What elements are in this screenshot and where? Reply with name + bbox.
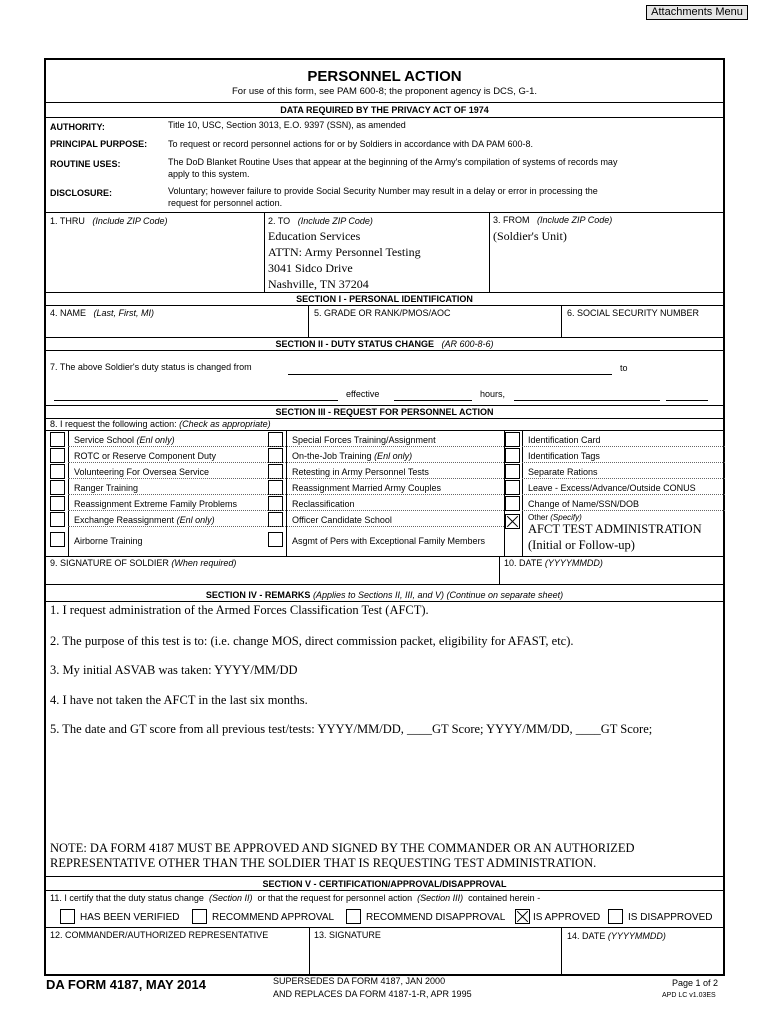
- page-number: Page 1 of 2: [672, 978, 719, 988]
- signature-label: 13. SIGNATURE: [314, 930, 381, 940]
- privacy-header: DATA REQUIRED BY THE PRIVACY ACT OF 1974: [280, 105, 489, 115]
- hours-extra-field[interactable]: [666, 400, 708, 401]
- opt-separate-rations: Separate Rations: [528, 467, 598, 477]
- opt-ojt: On-the-Job Training (Enl only): [292, 451, 413, 461]
- opt-married-couples: Reassignment Married Army Couples: [292, 483, 442, 493]
- to-address-line-4[interactable]: Nashville, TN 37204: [268, 277, 369, 291]
- checkbox-exceptional-family[interactable]: [268, 532, 283, 547]
- version-text: APD LC v1.03ES: [662, 992, 716, 999]
- checkbox-leave[interactable]: [505, 480, 520, 495]
- checkbox-special-forces[interactable]: [268, 432, 283, 447]
- other-specify-line-1[interactable]: AFCT TEST ADMINISTRATION: [528, 522, 702, 536]
- commander-label: 12. COMMANDER/AUTHORIZED REPRESENTATIVE: [50, 930, 269, 940]
- section-1-header: SECTION I - PERSONAL IDENTIFICATION: [296, 294, 473, 304]
- checkbox-airborne[interactable]: [50, 532, 65, 547]
- opt-recommend-disapproval: RECOMMEND DISAPPROVAL: [366, 912, 506, 923]
- opt-reassign-extreme: Reassignment Extreme Family Problems: [74, 499, 238, 509]
- checkbox-is-disapproved[interactable]: [608, 909, 623, 924]
- remark-2[interactable]: 2. The purpose of this test is to: (i.e. change MOS, direct commission packet, eligibility for AFAST, etc).: [50, 634, 574, 648]
- disclosure-text-2: request for personnel action.: [168, 198, 283, 208]
- opt-change-name: Change of Name/SSN/DOB: [528, 499, 640, 509]
- hours-field[interactable]: [514, 400, 660, 401]
- checkbox-service-school[interactable]: [50, 432, 65, 447]
- remark-5[interactable]: 5. The date and GT score from all previous test/tests: YYYY/MM/DD, ____GT Score; YYYY/MM/DD, ____GT Score;: [50, 722, 653, 736]
- opt-special-forces: Special Forces Training/Assignment: [292, 435, 436, 445]
- principal-text: To request or record personnel actions for or by Soldiers in accordance with DA PAM 600-8.: [168, 139, 534, 149]
- checkbox-exchange[interactable]: [50, 512, 65, 527]
- disclosure-text: Voluntary; however failure to provide Social Security Number may result in a delay or error in processing the: [168, 186, 598, 196]
- authority-text: Title 10, USC, Section 3013, E.O. 9397 (SSN), as amended: [168, 120, 406, 130]
- other-specify-line-2[interactable]: (Initial or Follow-up): [528, 538, 635, 552]
- checkbox-ranger[interactable]: [50, 480, 65, 495]
- opt-is-disapproved: IS DISAPPROVED: [628, 912, 713, 923]
- opt-oversea: Volunteering For Oversea Service: [74, 467, 210, 477]
- opt-exchange: Exchange Reassignment (Enl only): [74, 515, 215, 525]
- grade-label: 5. GRADE OR RANK/PMOS/AOC: [314, 308, 451, 318]
- opt-id-tags: Identification Tags: [528, 451, 600, 461]
- from-value[interactable]: (Soldier's Unit): [493, 229, 567, 243]
- opt-airborne: Airborne Training: [74, 536, 143, 546]
- remark-note-1[interactable]: NOTE: DA FORM 4187 MUST BE APPROVED AND SIGNED BY THE COMMANDER OR AN AUTHORIZED: [50, 841, 635, 855]
- attachments-menu-button[interactable]: Attachments Menu: [646, 5, 748, 20]
- checkbox-ojt[interactable]: [268, 448, 283, 463]
- checkbox-retesting[interactable]: [268, 464, 283, 479]
- remark-1[interactable]: 1. I request administration of the Armed Forces Classification Test (AFCT).: [50, 603, 429, 617]
- routine-label: ROUTINE USES:: [50, 159, 121, 169]
- form-id: DA FORM 4187, MAY 2014: [46, 977, 206, 992]
- checkbox-reclassification[interactable]: [268, 496, 283, 511]
- effective-word: effective: [346, 389, 380, 399]
- checkbox-ocs[interactable]: [268, 512, 283, 527]
- remark-4[interactable]: 4. I have not taken the AFCT in the last six months.: [50, 693, 308, 707]
- to-label: 2. TO (Include ZIP Code): [268, 216, 373, 226]
- opt-exceptional-family: Asgmt of Pers with Exceptional Family Members: [292, 536, 486, 546]
- checkbox-rotc[interactable]: [50, 448, 65, 463]
- checkbox-reassign-extreme[interactable]: [50, 496, 65, 511]
- form-subtitle: For use of this form, see PAM 600-8; the proponent agency is DCS, G-1.: [231, 86, 538, 97]
- duty-to-field[interactable]: [54, 400, 338, 401]
- duty-status-text: 7. The above Soldier's duty status is changed from: [50, 362, 252, 372]
- to-address-line-1[interactable]: Education Services: [268, 229, 361, 243]
- opt-ranger: Ranger Training: [74, 483, 139, 493]
- personnel-action-form: [44, 58, 725, 976]
- supersedes-text-2: AND REPLACES DA FORM 4187-1-R, APR 1995: [273, 989, 472, 999]
- disclosure-label: DISCLOSURE:: [50, 188, 113, 198]
- checkbox-separate-rations[interactable]: [505, 464, 520, 479]
- supersedes-text-1: SUPERSEDES DA FORM 4187, JAN 2000: [273, 976, 446, 986]
- routine-text: The DoD Blanket Routine Uses that appear at the beginning of the Army's compilation of systems of records may: [168, 157, 618, 167]
- checkbox-id-card[interactable]: [505, 432, 520, 447]
- checkbox-id-tags[interactable]: [505, 448, 520, 463]
- section-2-header: SECTION II - DUTY STATUS CHANGE (AR 600-8-6): [275, 339, 494, 349]
- checkbox-other-checked[interactable]: [505, 514, 520, 529]
- section-3-header: SECTION III - REQUEST FOR PERSONNEL ACTION: [275, 407, 494, 417]
- remark-3[interactable]: 3. My initial ASVAB was taken: YYYY/MM/DD: [50, 663, 298, 677]
- date-14-label: 14. DATE (YYYYMMDD): [567, 931, 666, 941]
- name-label: 4. NAME (Last, First, MI): [50, 308, 155, 318]
- checkbox-oversea[interactable]: [50, 464, 65, 479]
- checkbox-recommend-approval[interactable]: [192, 909, 207, 924]
- effective-date-field[interactable]: [394, 400, 472, 401]
- opt-is-approved: IS APPROVED: [533, 912, 601, 923]
- checkbox-is-approved-checked[interactable]: [515, 909, 530, 924]
- checkbox-change-name[interactable]: [505, 496, 520, 511]
- opt-ocs: Officer Candidate School: [292, 515, 392, 525]
- opt-recommend-approval: RECOMMEND APPROVAL: [212, 912, 335, 923]
- opt-reclassification: Reclassification: [292, 499, 355, 509]
- form-title: PERSONNEL ACTION: [307, 68, 462, 85]
- remark-note-2[interactable]: REPRESENTATIVE OTHER THAN THE SOLDIER THAT IS REQUESTING TEST ADMINISTRATION.: [50, 856, 597, 870]
- soldier-signature-label: 9. SIGNATURE OF SOLDIER (When required): [50, 558, 237, 568]
- principal-label: PRINCIPAL PURPOSE:: [50, 139, 148, 149]
- duty-from-field[interactable]: [288, 374, 612, 375]
- hours-word: hours,: [480, 389, 506, 399]
- opt-other-label: Other (Specify): [528, 513, 582, 522]
- checkbox-married-couples[interactable]: [268, 480, 283, 495]
- section-4-header: SECTION IV - REMARKS (Applies to Sections II, III, and V) (Continue on separate sheet): [205, 590, 564, 600]
- opt-retesting: Retesting in Army Personnel Tests: [292, 467, 429, 477]
- certify-text: 11. I certify that the duty status change (Section II) or that the request for personnel action (Section III) contained herein -: [50, 893, 541, 903]
- section-5-header: SECTION V - CERTIFICATION/APPROVAL/DISAPPROVAL: [262, 879, 507, 889]
- to-address-line-2[interactable]: ATTN: Army Personnel Testing: [268, 245, 421, 259]
- thru-label: 1. THRU (Include ZIP Code): [50, 216, 168, 226]
- duty-to-word: to: [620, 363, 628, 373]
- request-label: 8. I request the following action: (Check as appropriate): [50, 419, 271, 429]
- opt-leave: Leave - Excess/Advance/Outside CONUS: [528, 483, 696, 493]
- checkbox-recommend-disapproval[interactable]: [346, 909, 361, 924]
- opt-rotc: ROTC or Reserve Component Duty: [74, 451, 217, 461]
- checkbox-has-been-verified[interactable]: [60, 909, 75, 924]
- authority-label: AUTHORITY:: [50, 122, 105, 132]
- to-address-line-3[interactable]: 3041 Sidco Drive: [268, 261, 353, 275]
- opt-has-been-verified: HAS BEEN VERIFIED: [80, 912, 180, 923]
- opt-id-card: Identification Card: [528, 435, 601, 445]
- routine-text-2: apply to this system.: [168, 169, 250, 179]
- opt-service-school: Service School (Enl only): [74, 435, 175, 445]
- ssn-label: 6. SOCIAL SECURITY NUMBER: [567, 308, 700, 318]
- from-label: 3. FROM (Include ZIP Code): [493, 215, 613, 225]
- date-10-label: 10. DATE (YYYYMMDD): [504, 558, 603, 568]
